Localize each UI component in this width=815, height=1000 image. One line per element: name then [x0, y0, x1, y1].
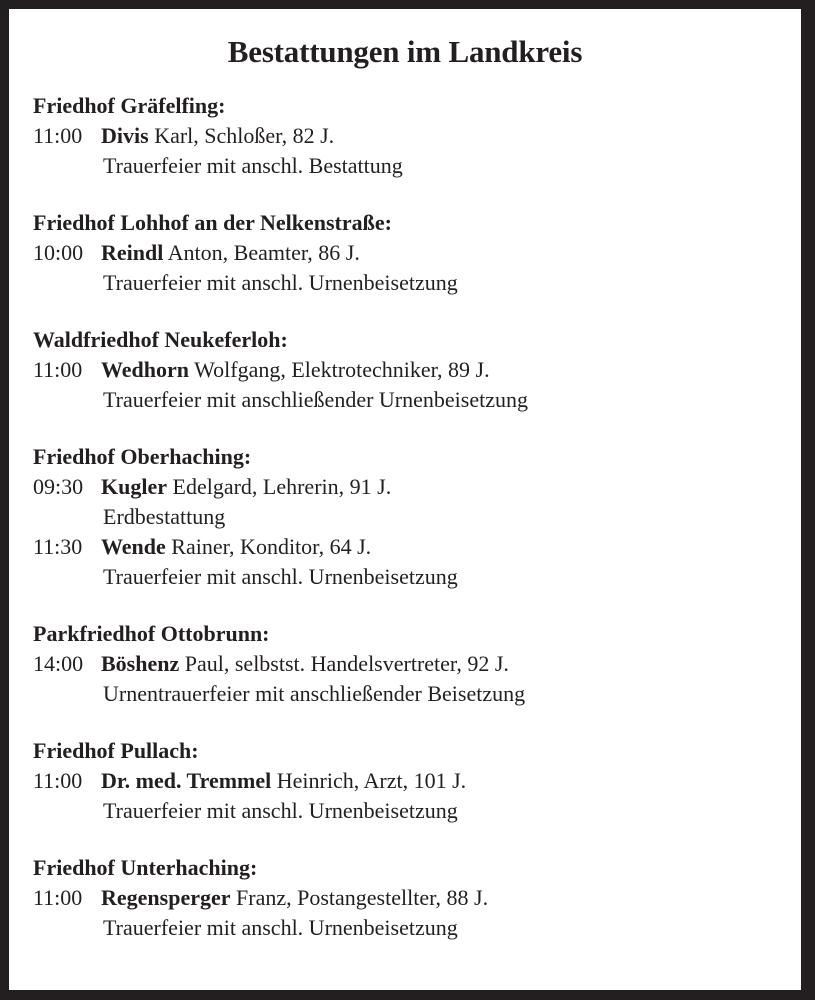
entry-person-details: Rainer, Konditor, 64 J. [165, 534, 372, 560]
cemetery-name: Friedhof Lohhof an der Nelkenstraße: [33, 210, 392, 236]
cemetery-section-list [9, 91, 801, 943]
entry-person-details: Franz, Postangestellter, 88 J. [230, 885, 489, 911]
entry-ceremony-detail: Trauerfeier mit anschl. Urnenbeisetzung [103, 564, 458, 590]
funeral-entry-line [33, 472, 801, 502]
entry-ceremony-detail: Trauerfeier mit anschl. Urnenbeisetzung [103, 798, 458, 824]
funeral-entry-line [33, 649, 801, 679]
entry-surname: Kugler [101, 474, 167, 500]
entry-time: 11:00 [33, 768, 83, 794]
entry-time: 11:30 [33, 534, 83, 560]
funeral-entry-line [33, 532, 801, 562]
entry-person-details: Anton, Beamter, 86 J. [163, 240, 360, 266]
entry-time: 09:30 [33, 474, 84, 500]
cemetery-name: Parkfriedhof Ottobrunn: [33, 621, 270, 647]
funeral-entry-line [33, 766, 801, 796]
page-title: Bestattungen im Landkreis [227, 34, 583, 69]
entry-ceremony-detail: Trauerfeier mit anschl. Urnenbeisetzung [103, 270, 458, 296]
cemetery-section [33, 208, 801, 298]
cemetery-name: Friedhof Gräfelfing: [33, 93, 226, 119]
entry-time: 11:00 [33, 885, 83, 911]
funeral-entry-line [33, 121, 801, 151]
cemetery-section [33, 442, 801, 592]
entry-time: 14:00 [33, 651, 84, 677]
entry-time: 10:00 [33, 240, 84, 266]
entry-time: 11:00 [33, 357, 83, 383]
entry-ceremony-detail: Erdbestattung [103, 504, 226, 530]
funeral-entry-line [33, 355, 801, 385]
entry-surname: Reindl [101, 240, 164, 266]
cemetery-section [33, 325, 801, 415]
entry-ceremony-detail: Trauerfeier mit anschließender Urnenbeisetzung [103, 387, 528, 413]
entry-person-details: Wolfgang, Elektrotechniker, 89 J. [189, 357, 490, 383]
entry-time: 11:00 [33, 123, 83, 149]
cemetery-name: Friedhof Unterhaching: [33, 855, 258, 881]
entry-person-details: Paul, selbstst. Handelsvertreter, 92 J. [179, 651, 509, 677]
cemetery-name: Waldfriedhof Neukeferloh: [33, 327, 288, 353]
funeral-entry-line [33, 238, 801, 268]
cemetery-section [33, 619, 801, 709]
entry-ceremony-detail: Trauerfeier mit anschl. Bestattung [103, 153, 403, 179]
entry-surname: Divis [101, 123, 149, 149]
entry-person-details: Heinrich, Arzt, 101 J. [271, 768, 467, 794]
entry-surname: Böshenz [101, 651, 180, 677]
funeral-entry-line [33, 883, 801, 913]
cemetery-section [33, 736, 801, 826]
entry-surname: Wedhorn [101, 357, 190, 383]
entry-ceremony-detail: Trauerfeier mit anschl. Urnenbeisetzung [103, 915, 458, 941]
cemetery-section [33, 91, 801, 181]
cemetery-section [33, 853, 801, 943]
cemetery-name: Friedhof Oberhaching: [33, 444, 252, 470]
entry-surname: Regensperger [101, 885, 231, 911]
entry-surname: Dr. med. Tremmel [101, 768, 272, 794]
entry-person-details: Karl, Schloßer, 82 J. [148, 123, 335, 149]
entry-surname: Wende [101, 534, 166, 560]
notice-content-area [9, 9, 801, 990]
cemetery-name: Friedhof Pullach: [33, 738, 199, 764]
entry-ceremony-detail: Urnentrauerfeier mit anschließender Beisetzung [103, 681, 526, 707]
entry-person-details: Edelgard, Lehrerin, 91 J. [167, 474, 392, 500]
